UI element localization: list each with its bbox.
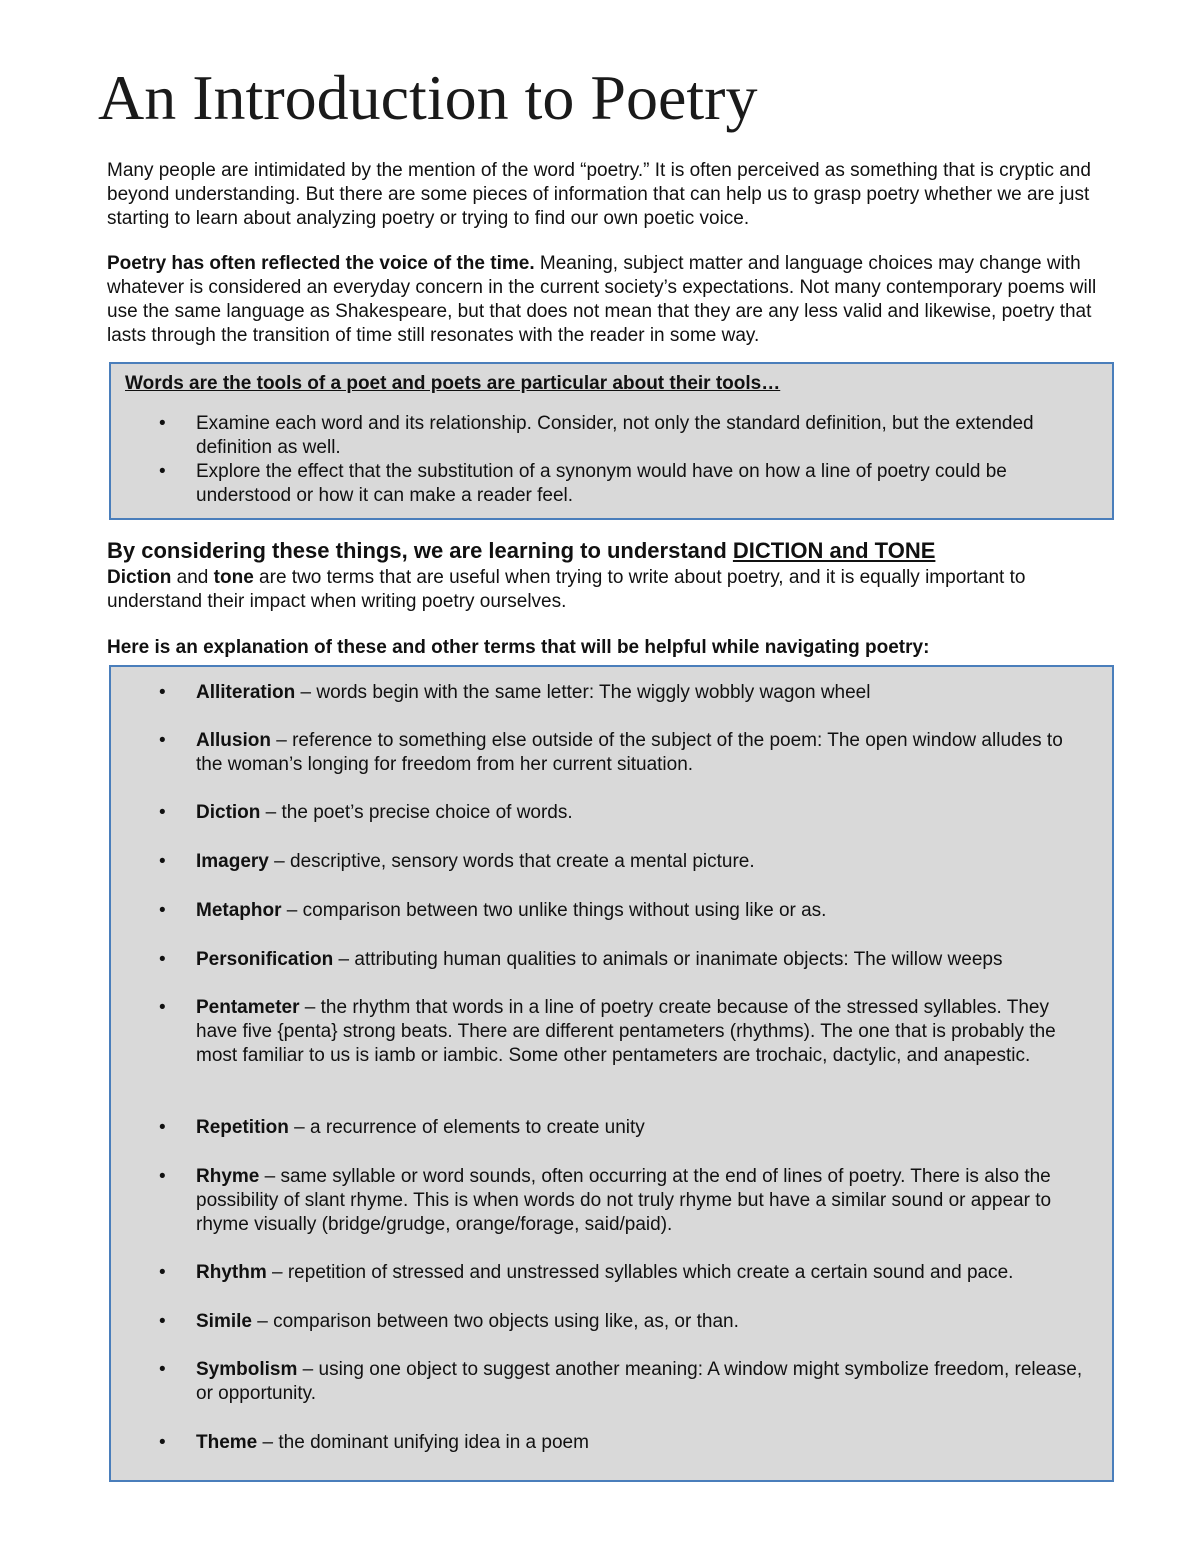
page-title: An Introduction to Poetry [98,62,758,133]
term-definition: – the dominant unifying idea in a poem [257,1432,589,1453]
term-name: Diction [196,802,261,823]
term-name: Theme [196,1432,258,1453]
term-name: Rhythm [196,1262,267,1283]
term-text [196,996,1091,1068]
term-text [196,850,1091,874]
term-text [196,1165,1091,1237]
list-item-text: Examine each word and its relationship. Consider, not only the standard definition, but the extended definition as well. [196,413,1034,458]
bullet-icon: • [159,730,166,751]
term-text [196,1431,1091,1455]
bullet-icon: • [159,1262,166,1283]
term-definition: – descriptive, sensory words that create a mental picture. [268,851,755,872]
connector-text: and [171,567,214,588]
term-text [196,681,1091,705]
term-definition: – comparison between two objects using like, as, or than. [251,1311,739,1332]
term-definition: – comparison between two unlike things without using like or as. [281,900,827,921]
diction-tone-body: are two terms that are useful when trying to write about poetry, and it is equally important to understand their impact when writing poetry ourselves. [107,567,1026,612]
list-item [111,460,1112,508]
term-definition: – same syllable or word sounds, often occurring at the end of lines of poetry. There is also the possibility of slant rhyme. This is when words do not truly rhyme but have a similar sound or appear to rhyme visually (bridge/grudge, orange/forage, said/paid). [196,1166,1052,1235]
bullet-icon: • [159,1432,166,1453]
term-name: Pentameter [196,997,300,1018]
voice-lead: Poetry has often reflected the voice of the time. [107,253,535,274]
voice-body: Meaning, subject matter and language choices may change with whatever is considered an everyday concern in the current society’s expectations. Not many contemporary poems will use the same language as Shakespeare, but that does not mean that they are any less valid and likewise, poetry that lasts through the transition of time still resonates with the reader in some way. [107,253,1097,346]
bullet-icon: • [159,802,166,823]
term-name: Rhyme [196,1166,260,1187]
term-text [196,1116,1091,1140]
tools-callout-box [109,362,1114,520]
section-heading-lead: By considering these things, we are learning to understand [107,538,733,563]
bullet-icon: • [159,1117,166,1138]
diction-tone-paragraph [107,566,1122,614]
term-name: Simile [196,1311,252,1332]
term-diction: Diction [107,567,172,588]
intro-paragraph: Many people are intimidated by the mention of the word “poetry.” It is often perceived as something that is cryptic and beyond understanding. But there are some pieces of information that can help us to grasp poetry whether we are just starting to learn about analyzing poetry or trying to find our own poetic voice. [107,160,1091,229]
bullet-icon: • [159,413,166,434]
terms-box [109,665,1114,1482]
tools-list [111,412,1112,508]
term-definition: – words begin with the same letter: The wiggly wobbly wagon wheel [295,682,871,703]
term-tone: tone [213,567,254,588]
term-text [196,948,1091,972]
term-definition: – attributing human qualities to animals or inanimate objects: The willow weeps [333,949,1003,970]
section-heading [107,538,935,564]
bullet-icon: • [159,682,166,703]
list-item [111,412,1112,460]
bullet-icon: • [159,1166,166,1187]
term-definition: – the poet’s precise choice of words. [260,802,573,823]
bullet-icon: • [159,1311,166,1332]
bullet-icon: • [159,900,166,921]
section-heading-emphasis: DICTION and TONE [732,538,936,563]
term-text [196,729,1091,777]
term-definition: – the rhythm that words in a line of poetry create because of the stressed syllables. They have five {penta} strong beats. There are different pentameters (rhythms). The one that is probably the most familiar to us is iamb or iambic. Some other pentameters are trochaic, dactylic, and anapestic. [196,997,1056,1066]
term-text [196,801,1091,825]
bullet-icon: • [159,949,166,970]
list-item-text: Explore the effect that the substitution of a synonym would have on how a line of poetry could be understood or how it can make a reader feel. [196,461,1007,506]
term-text [196,1261,1091,1285]
terms-intro: Here is an explanation of these and other terms that will be helpful while navigating poetry: [107,637,930,658]
bullet-icon: • [159,997,166,1018]
term-name: Symbolism [196,1359,298,1380]
term-name: Alliteration [196,682,296,703]
term-name: Metaphor [196,900,282,921]
bullet-icon: • [159,851,166,872]
term-definition: – repetition of stressed and unstressed syllables which create a certain sound and pace. [266,1262,1014,1283]
term-name: Repetition [196,1117,289,1138]
term-text [196,1310,1091,1334]
bullet-icon: • [159,1359,166,1380]
term-text [196,899,1091,923]
term-name: Personification [196,949,334,970]
term-definition: – reference to something else outside of the subject of the poem: The open window alludes to the woman’s longing for freedom from her current situation. [196,730,1063,775]
term-definition: – a recurrence of elements to create unity [288,1117,645,1138]
term-name: Imagery [196,851,269,872]
term-definition: – using one object to suggest another meaning: A window might symbolize freedom, release, or opportunity. [196,1359,1083,1404]
term-text [196,1358,1091,1406]
voice-paragraph [107,252,1122,348]
term-name: Allusion [196,730,271,751]
bullet-icon: • [159,461,166,482]
tools-heading: Words are the tools of a poet and poets are particular about their tools… [125,373,781,394]
